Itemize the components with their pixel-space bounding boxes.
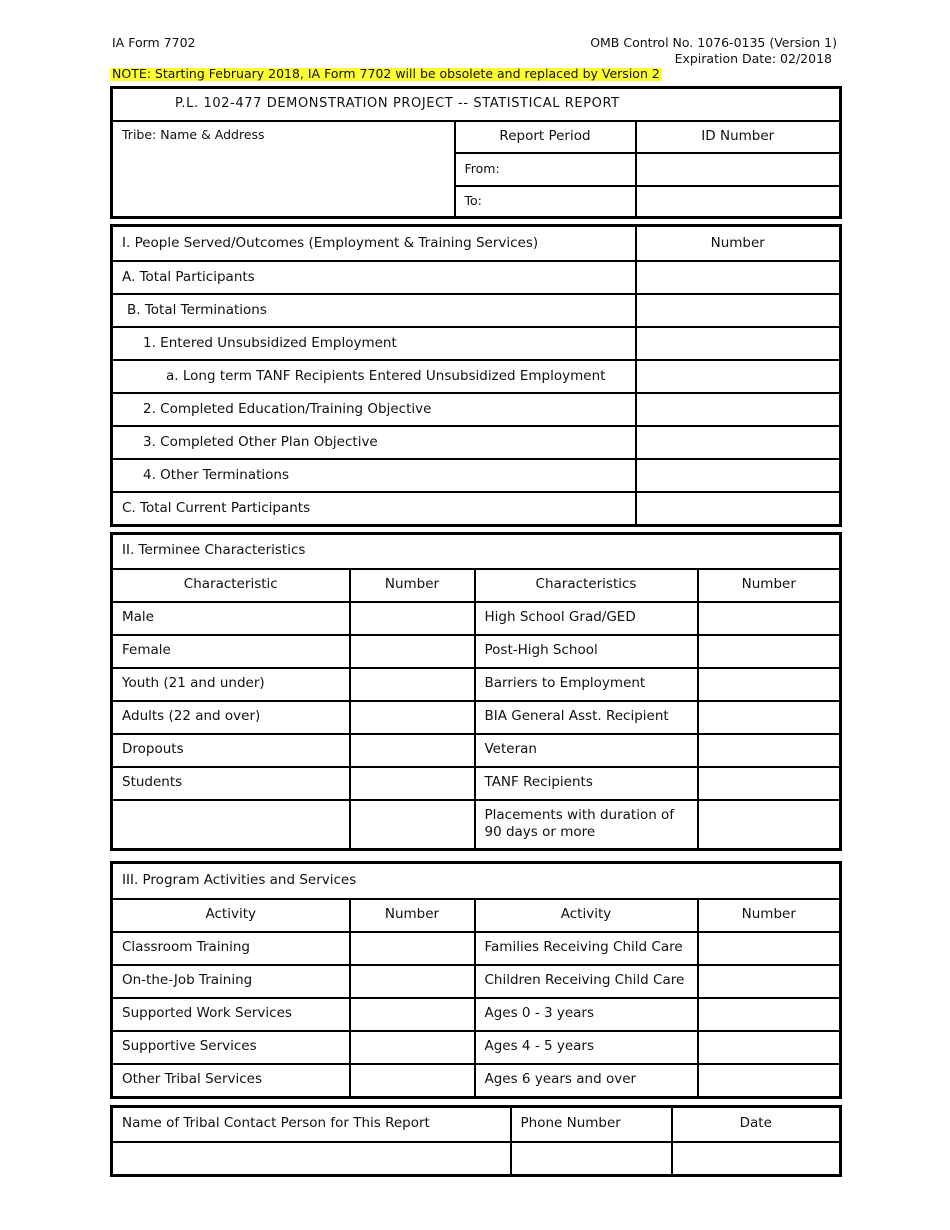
section-program-activities [110, 861, 842, 1099]
number-field[interactable] [636, 426, 841, 459]
characteristic-label: Barriers to Employment [475, 668, 698, 701]
activity-label: Ages 0 - 3 years [475, 998, 698, 1031]
col-activity-2: Activity [475, 899, 698, 932]
col-characteristics: Characteristics [475, 569, 698, 602]
number-field[interactable] [698, 767, 841, 800]
date-label: Date [672, 1107, 841, 1142]
activity-label: Ages 4 - 5 years [475, 1031, 698, 1064]
characteristic-label: Female [112, 635, 350, 668]
number-field[interactable] [636, 261, 841, 294]
characteristic-label: Youth (21 and under) [112, 668, 350, 701]
number-field[interactable] [350, 767, 475, 800]
activity-label: Children Receiving Child Care [475, 965, 698, 998]
col-activity: Activity [112, 899, 350, 932]
id-number-header: ID Number [636, 121, 841, 153]
expiration-date: Expiration Date: 02/2018 [674, 51, 832, 66]
number-field[interactable] [698, 998, 841, 1031]
section1-number-header: Number [636, 226, 841, 262]
contact-table [110, 1105, 842, 1177]
number-field[interactable] [350, 602, 475, 635]
number-field[interactable] [698, 1064, 841, 1098]
number-field[interactable] [350, 932, 475, 965]
section-people-served [110, 224, 842, 527]
col-number-2: Number [698, 899, 841, 932]
characteristic-label: Adults (22 and over) [112, 701, 350, 734]
characteristic-label: Post-High School [475, 635, 698, 668]
col-number-2: Number [698, 569, 841, 602]
number-field[interactable] [636, 327, 841, 360]
number-field[interactable] [698, 965, 841, 998]
row-label: 4. Other Terminations [112, 459, 636, 492]
row-label: a. Long term TANF Recipients Entered Unsubsidized Employment [112, 360, 636, 393]
number-field[interactable] [698, 701, 841, 734]
number-field[interactable] [636, 459, 841, 492]
number-field[interactable] [698, 602, 841, 635]
number-field[interactable] [698, 668, 841, 701]
col-characteristic: Characteristic [112, 569, 350, 602]
phone-number-label: Phone Number [511, 1107, 672, 1142]
number-field[interactable] [350, 1031, 475, 1064]
section1-title: I. People Served/Outcomes (Employment & Training Services) [112, 226, 636, 262]
number-field[interactable] [636, 360, 841, 393]
from-label: From: [455, 153, 636, 186]
row-label: B. Total Terminations [112, 294, 636, 327]
characteristic-label: Veteran [475, 734, 698, 767]
activity-label: Families Receiving Child Care [475, 932, 698, 965]
phone-number-field[interactable] [511, 1142, 672, 1176]
col-number: Number [350, 899, 475, 932]
tribe-name-address-field[interactable] [112, 121, 455, 218]
activity-label: Other Tribal Services [112, 1064, 350, 1098]
characteristic-label: Dropouts [112, 734, 350, 767]
col-number: Number [350, 569, 475, 602]
row-label: 3. Completed Other Plan Objective [112, 426, 636, 459]
activity-label: Ages 6 years and over [475, 1064, 698, 1098]
number-field[interactable] [698, 800, 841, 850]
number-field[interactable] [350, 1064, 475, 1098]
to-label: To: [455, 186, 636, 218]
number-field[interactable] [698, 932, 841, 965]
date-field[interactable] [672, 1142, 841, 1176]
number-field[interactable] [698, 1031, 841, 1064]
number-field[interactable] [350, 734, 475, 767]
tribe-label: Tribe: Name & Address [122, 126, 265, 142]
characteristic-label: Male [112, 602, 350, 635]
characteristic-label: BIA General Asst. Recipient [475, 701, 698, 734]
activity-label: Classroom Training [112, 932, 350, 965]
characteristic-label: TANF Recipients [475, 767, 698, 800]
characteristic-label: Students [112, 767, 350, 800]
form-id: IA Form 7702 [112, 35, 196, 50]
obsolete-note: NOTE: Starting February 2018, IA Form 7702 will be obsolete and replaced by Version 2 [112, 66, 660, 81]
section3-title: III. Program Activities and Services [112, 863, 841, 899]
row-label: C. Total Current Participants [112, 492, 636, 526]
number-field[interactable] [350, 668, 475, 701]
characteristic-label [112, 800, 350, 850]
number-field[interactable] [350, 800, 475, 850]
activity-label: Supported Work Services [112, 998, 350, 1031]
activity-label: On-the-Job Training [112, 965, 350, 998]
characteristic-label: Placements with duration of 90 days or more [475, 800, 698, 850]
number-field[interactable] [350, 635, 475, 668]
number-field[interactable] [350, 998, 475, 1031]
number-field[interactable] [636, 492, 841, 526]
number-field[interactable] [636, 294, 841, 327]
row-label: 2. Completed Education/Training Objective [112, 393, 636, 426]
id-number-field-2[interactable] [636, 186, 841, 218]
report-period-header: Report Period [455, 121, 636, 153]
omb-control: OMB Control No. 1076-0135 (Version 1) [590, 35, 837, 50]
row-label: A. Total Participants [112, 261, 636, 294]
id-number-field[interactable] [636, 153, 841, 186]
activity-label: Supportive Services [112, 1031, 350, 1064]
contact-person-label: Name of Tribal Contact Person for This Report [112, 1107, 511, 1142]
number-field[interactable] [698, 635, 841, 668]
number-field[interactable] [636, 393, 841, 426]
section-terminee-characteristics [110, 532, 842, 851]
contact-person-field[interactable] [112, 1142, 511, 1176]
number-field[interactable] [698, 734, 841, 767]
number-field[interactable] [350, 965, 475, 998]
row-label: 1. Entered Unsubsidized Employment [112, 327, 636, 360]
report-header-table [110, 86, 842, 219]
characteristic-label: High School Grad/GED [475, 602, 698, 635]
form-title: P.L. 102-477 DEMONSTRATION PROJECT -- STATISTICAL REPORT [112, 88, 841, 121]
number-field[interactable] [350, 701, 475, 734]
section2-title: II. Terminee Characteristics [112, 534, 841, 569]
